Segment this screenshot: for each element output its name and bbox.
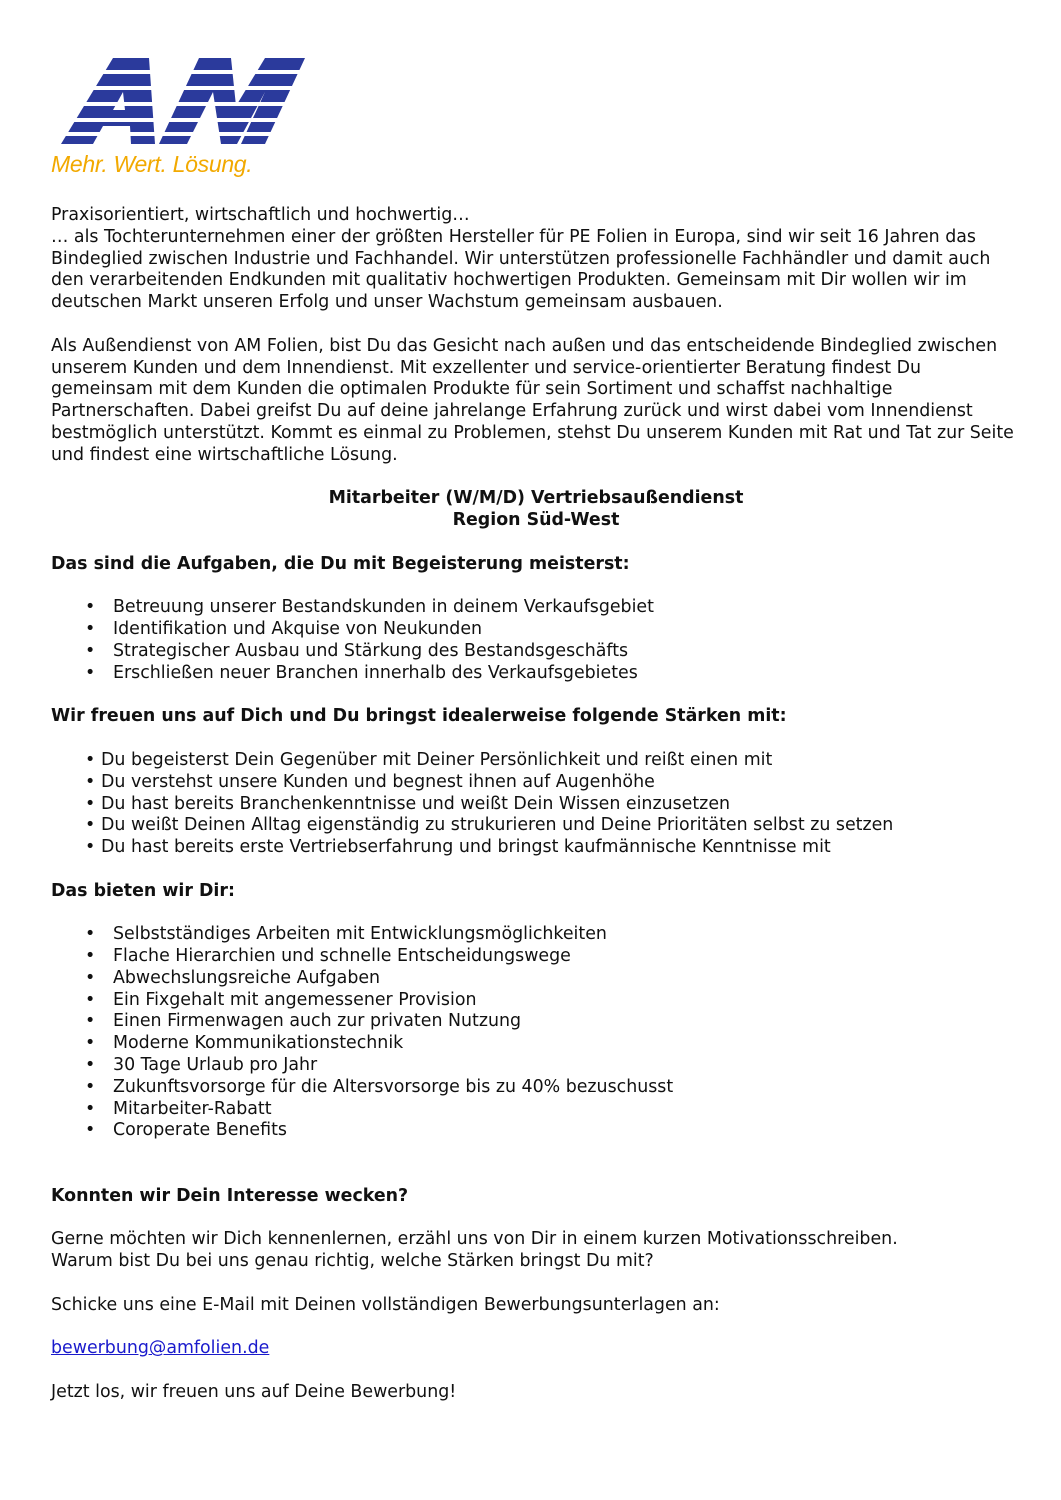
list-item: • Coroperate Benefits — [51, 1120, 1021, 1142]
email-link[interactable]: bewerbung@amfolien.de — [51, 1338, 270, 1359]
offer-list — [51, 924, 1021, 1142]
list-item: • 30 Tage Urlaub pro Jahr — [51, 1055, 1021, 1077]
list-item: • Du weißt Deinen Alltag eigenständig zu strukurieren und Deine Prioritäten selbst zu setzen — [51, 815, 1021, 837]
strengths-heading: Wir freuen uns auf Dich und Du bringst idealerweise folgende Stärken mit: — [51, 706, 787, 727]
strengths-list — [51, 750, 1021, 859]
intro-line: Praxisorientiert, wirtschaftlich und hochwertig… — [51, 205, 470, 225]
intro-paragraph: … als Tochterunternehmen einer der größten Hersteller für PE Folien in Europa, sind wir seit 16 Jahren das Bindeglied zwischen Industrie und Fachhandel. Wir unterstützen professionelle Fachhändler und damit auch den verarbeitenden Endkunden mit qualitativ hochwertigen Produkten. Gemeinsam mit Dir wollen wir im deutschen Markt unseren Erfolg und unser Wachstum gemeinsam ausbauen. — [51, 226, 991, 313]
list-item: • Mitarbeiter-Rabatt — [51, 1099, 1021, 1121]
email-intro: Schicke uns eine E-Mail mit Deinen vollständigen Bewerbungsunterlagen an: — [51, 1294, 720, 1315]
closing-line-2: Warum bist Du bei uns genau richtig, welche Stärken bringst Du mit? — [51, 1251, 654, 1272]
list-item: • Du hast bereits Branchenkenntnisse und weißt Dein Wissen einzusetzen — [51, 794, 1021, 816]
offer-heading: Das bieten wir Dir: — [51, 880, 235, 901]
closing-line-1: Gerne möchten wir Dich kennenlernen, erzähl uns von Dir in einem kurzen Motivationsschreiben. — [51, 1229, 898, 1250]
logo-tagline: Mehr. Wert. Lösung. — [51, 151, 253, 177]
am-logo-mark — [51, 52, 311, 152]
job-title: Mitarbeiter (W/M/D) Vertriebsaußendienst — [328, 488, 744, 509]
tasks-list — [51, 597, 1021, 684]
list-item: • Betreuung unserer Bestandskunden in deinem Verkaufsgebiet — [51, 597, 1021, 619]
list-item: • Selbstständiges Arbeiten mit Entwicklungsmöglichkeiten — [51, 924, 1021, 946]
role-description: Als Außendienst von AM Folien, bist Du das Gesicht nach außen und das entscheidende Bindeglied zwischen unserem Kunden und dem Innendienst. Mit exzellenter und service-orientierter Beratung findest Du gemeinsam mit dem Kunden die optimalen Produkte für sein Sortiment und schaffst nachhaltige Partnerschaften. Dabei greifst Du auf deine jahrelange Erfahrung zurück und wirst dabei vom Innendienst bestmöglich unterstützt. Kommt es einmal zu Problemen, stehst Du unserem Kunden mit Rat und Tat zur Seite und findest eine wirtschaftliche Lösung. — [51, 335, 1014, 465]
list-item: • Du hast bereits erste Vertriebserfahrung und bringst kaufmännische Kenntnisse mit — [51, 837, 1021, 859]
list-item: • Identifikation und Akquise von Neukunden — [51, 619, 1021, 641]
tasks-heading: Das sind die Aufgaben, die Du mit Begeisterung meisterst: — [51, 553, 630, 574]
closing-final: Jetzt los, wir freuen uns auf Deine Bewerbung! — [51, 1382, 457, 1403]
list-item: • Einen Firmenwagen auch zur privaten Nutzung — [51, 1011, 1021, 1033]
job-region: Region Süd-West — [452, 510, 620, 531]
list-item: • Strategischer Ausbau und Stärkung des Bestandsgeschäfts — [51, 641, 1021, 663]
list-item: • Ein Fixgehalt mit angemessener Provision — [51, 990, 1021, 1012]
list-item: • Zukunftsvorsorge für die Altersvorsorge bis zu 40% bezuschusst — [51, 1077, 1021, 1099]
list-item: • Abwechslungsreiche Aufgaben — [51, 968, 1021, 990]
list-item: • Erschließen neuer Branchen innerhalb des Verkaufsgebietes — [51, 663, 1021, 685]
list-item: • Moderne Kommunikationstechnik — [51, 1033, 1021, 1055]
list-item: • Flache Hierarchien und schnelle Entscheidungswege — [51, 946, 1021, 968]
closing-heading: Konnten wir Dein Interesse wecken? — [51, 1185, 409, 1206]
list-item: • Du verstehst unsere Kunden und begnest ihnen auf Augenhöhe — [51, 772, 1021, 794]
job-posting — [51, 205, 1021, 1404]
list-item: • Du begeisterst Dein Gegenüber mit Deiner Persönlichkeit und reißt einen mit — [51, 750, 1021, 772]
